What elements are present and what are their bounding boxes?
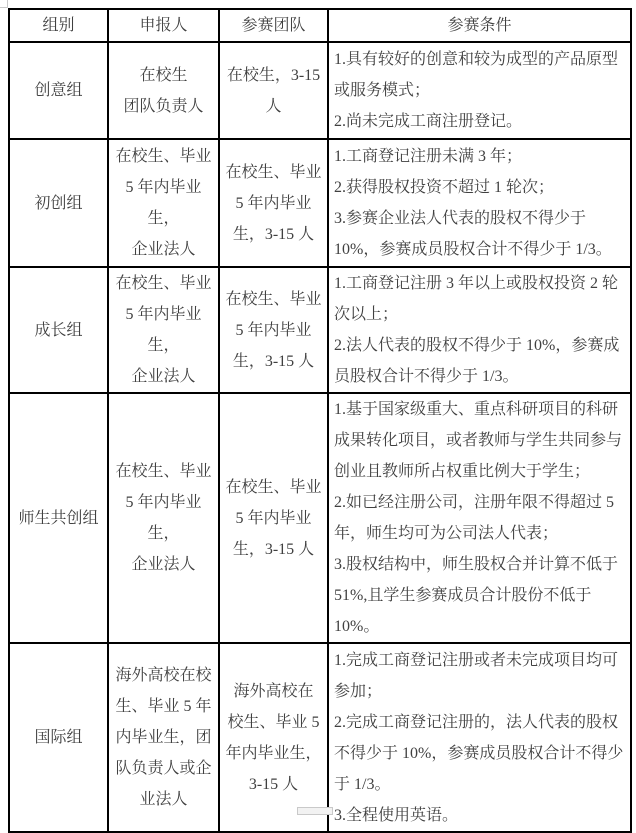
conditions-cell [328,139,631,267]
applicant-line: 队负责人或企 [115,760,212,777]
condition-item: 1.基于国家级重大、重点科研项目的科研成果转化项目，或者教师与学生共同参与创业且教师所占权重比例大于学生； [334,401,623,480]
team-line: 在校生、毕业 [225,163,322,181]
applicant-line: 业法人 [139,791,188,808]
condition-item: 2.获得股权投资不超过 1 轮次； [334,179,555,196]
condition-item: 2.如已经注册公司，注册年限不得超过 5 年，师生均可为公司法人代表； [334,494,615,542]
group-cell: 成长组 [9,267,108,393]
team-line: 生，3-15 人 [232,352,315,370]
applicant-line: 5 年内毕业生， [125,179,202,227]
team-line: 在校生、毕业 [225,290,322,308]
team-line: 5 年内毕业 [235,321,312,339]
applicant-cell [108,42,219,139]
team-line: 在校生，3-15 [226,66,321,84]
team-line: 在校生、毕业 [225,478,322,496]
condition-item: 1.具有较好的创意和较为成型的产品原型或服务模式； [334,51,619,99]
team-line: 海外高校在 [233,682,314,700]
applicant-line: 在校生、毕业 [115,148,212,165]
group-cell: 创意组 [9,42,108,139]
header-applicant: 申报人 [108,9,219,42]
team-line: 生，3-15 人 [232,540,315,558]
condition-item: 1.工商登记注册未满 3 年； [334,148,523,165]
applicant-line: 内毕业生，团 [115,729,212,746]
group-cell: 国际组 [9,643,108,832]
competition-groups-table [8,8,632,833]
condition-item: 2.完成工商登记注册的，法人代表的股权不得少于 10%，参赛成员股权合计不得少于 1/3。 [334,713,624,793]
applicant-line: 企业法人 [131,241,196,258]
table-row-international-group [9,643,631,832]
team-line: 3-15 人 [248,775,299,793]
condition-item: 1.完成工商登记注册或者未完成项目均可参加； [334,651,619,700]
conditions-cell [328,267,631,393]
group-cell: 师生共创组 [9,393,108,643]
team-cell [219,267,328,393]
table-row-growth-group [9,267,631,393]
applicant-cell [108,267,219,393]
table-row-teacher-student-group [9,393,631,643]
applicant-line: 5 年内毕业生， [125,306,202,354]
applicant-line: 企业法人 [131,368,196,385]
table-row-startup-group [9,139,631,267]
condition-item: 2.尚未完成工商注册登记。 [334,113,523,130]
team-line: 生，3-15 人 [232,225,315,243]
conditions-cell [328,643,631,832]
condition-item: 3.股权结构中，师生股权合并计算不低于 51%,且学生参赛成员合计股份不低于 10%。 [334,556,619,635]
team-line: 5 年内毕业 [235,194,312,212]
applicant-line: 生、毕业 5 年 [115,698,212,715]
header-team: 参赛团队 [219,9,328,42]
team-line: 年内毕业生， [225,744,322,762]
applicant-cell [108,139,219,267]
team-cell [219,42,328,139]
margin-corner-mark [0,0,8,8]
applicant-line: 企业法人 [131,556,196,573]
applicant-cell [108,643,219,832]
applicant-line: 在校生、毕业 [115,275,212,292]
applicant-line: 在校生、毕业 [115,463,212,480]
header-group: 组别 [9,9,108,42]
applicant-cell [108,393,219,643]
header-conditions: 参赛条件 [328,9,631,42]
applicant-line: 团队负责人 [123,97,204,115]
team-cell [219,139,328,267]
team-cell [219,393,328,643]
conditions-cell [328,393,631,643]
table-header-row [9,9,631,42]
table-row-creative-group [9,42,631,139]
conditions-cell [328,42,631,139]
team-line: 人 [265,97,282,115]
team-line: 5 年内毕业 [235,509,312,527]
applicant-line: 海外高校在校 [115,667,212,684]
condition-item: 3.全程使用英语。 [334,806,459,824]
applicant-line: 5 年内毕业生， [125,494,202,542]
condition-item: 2.法人代表的股权不得少于 10%，参赛成员股权合计不得少于 1/3。 [334,337,620,385]
team-line: 校生、毕业 5 [227,713,320,731]
applicant-line: 在校生 [139,66,188,84]
condition-item: 1.工商登记注册 3 年以上或股权投资 2 轮次以上； [334,275,619,323]
condition-item: 3.参赛企业法人代表的股权不得少于 10%，参赛成员股权合计不得少于 1/3。 [334,210,612,258]
cropped-element-fragment [297,807,333,815]
group-cell: 初创组 [9,139,108,267]
team-cell [219,643,328,832]
